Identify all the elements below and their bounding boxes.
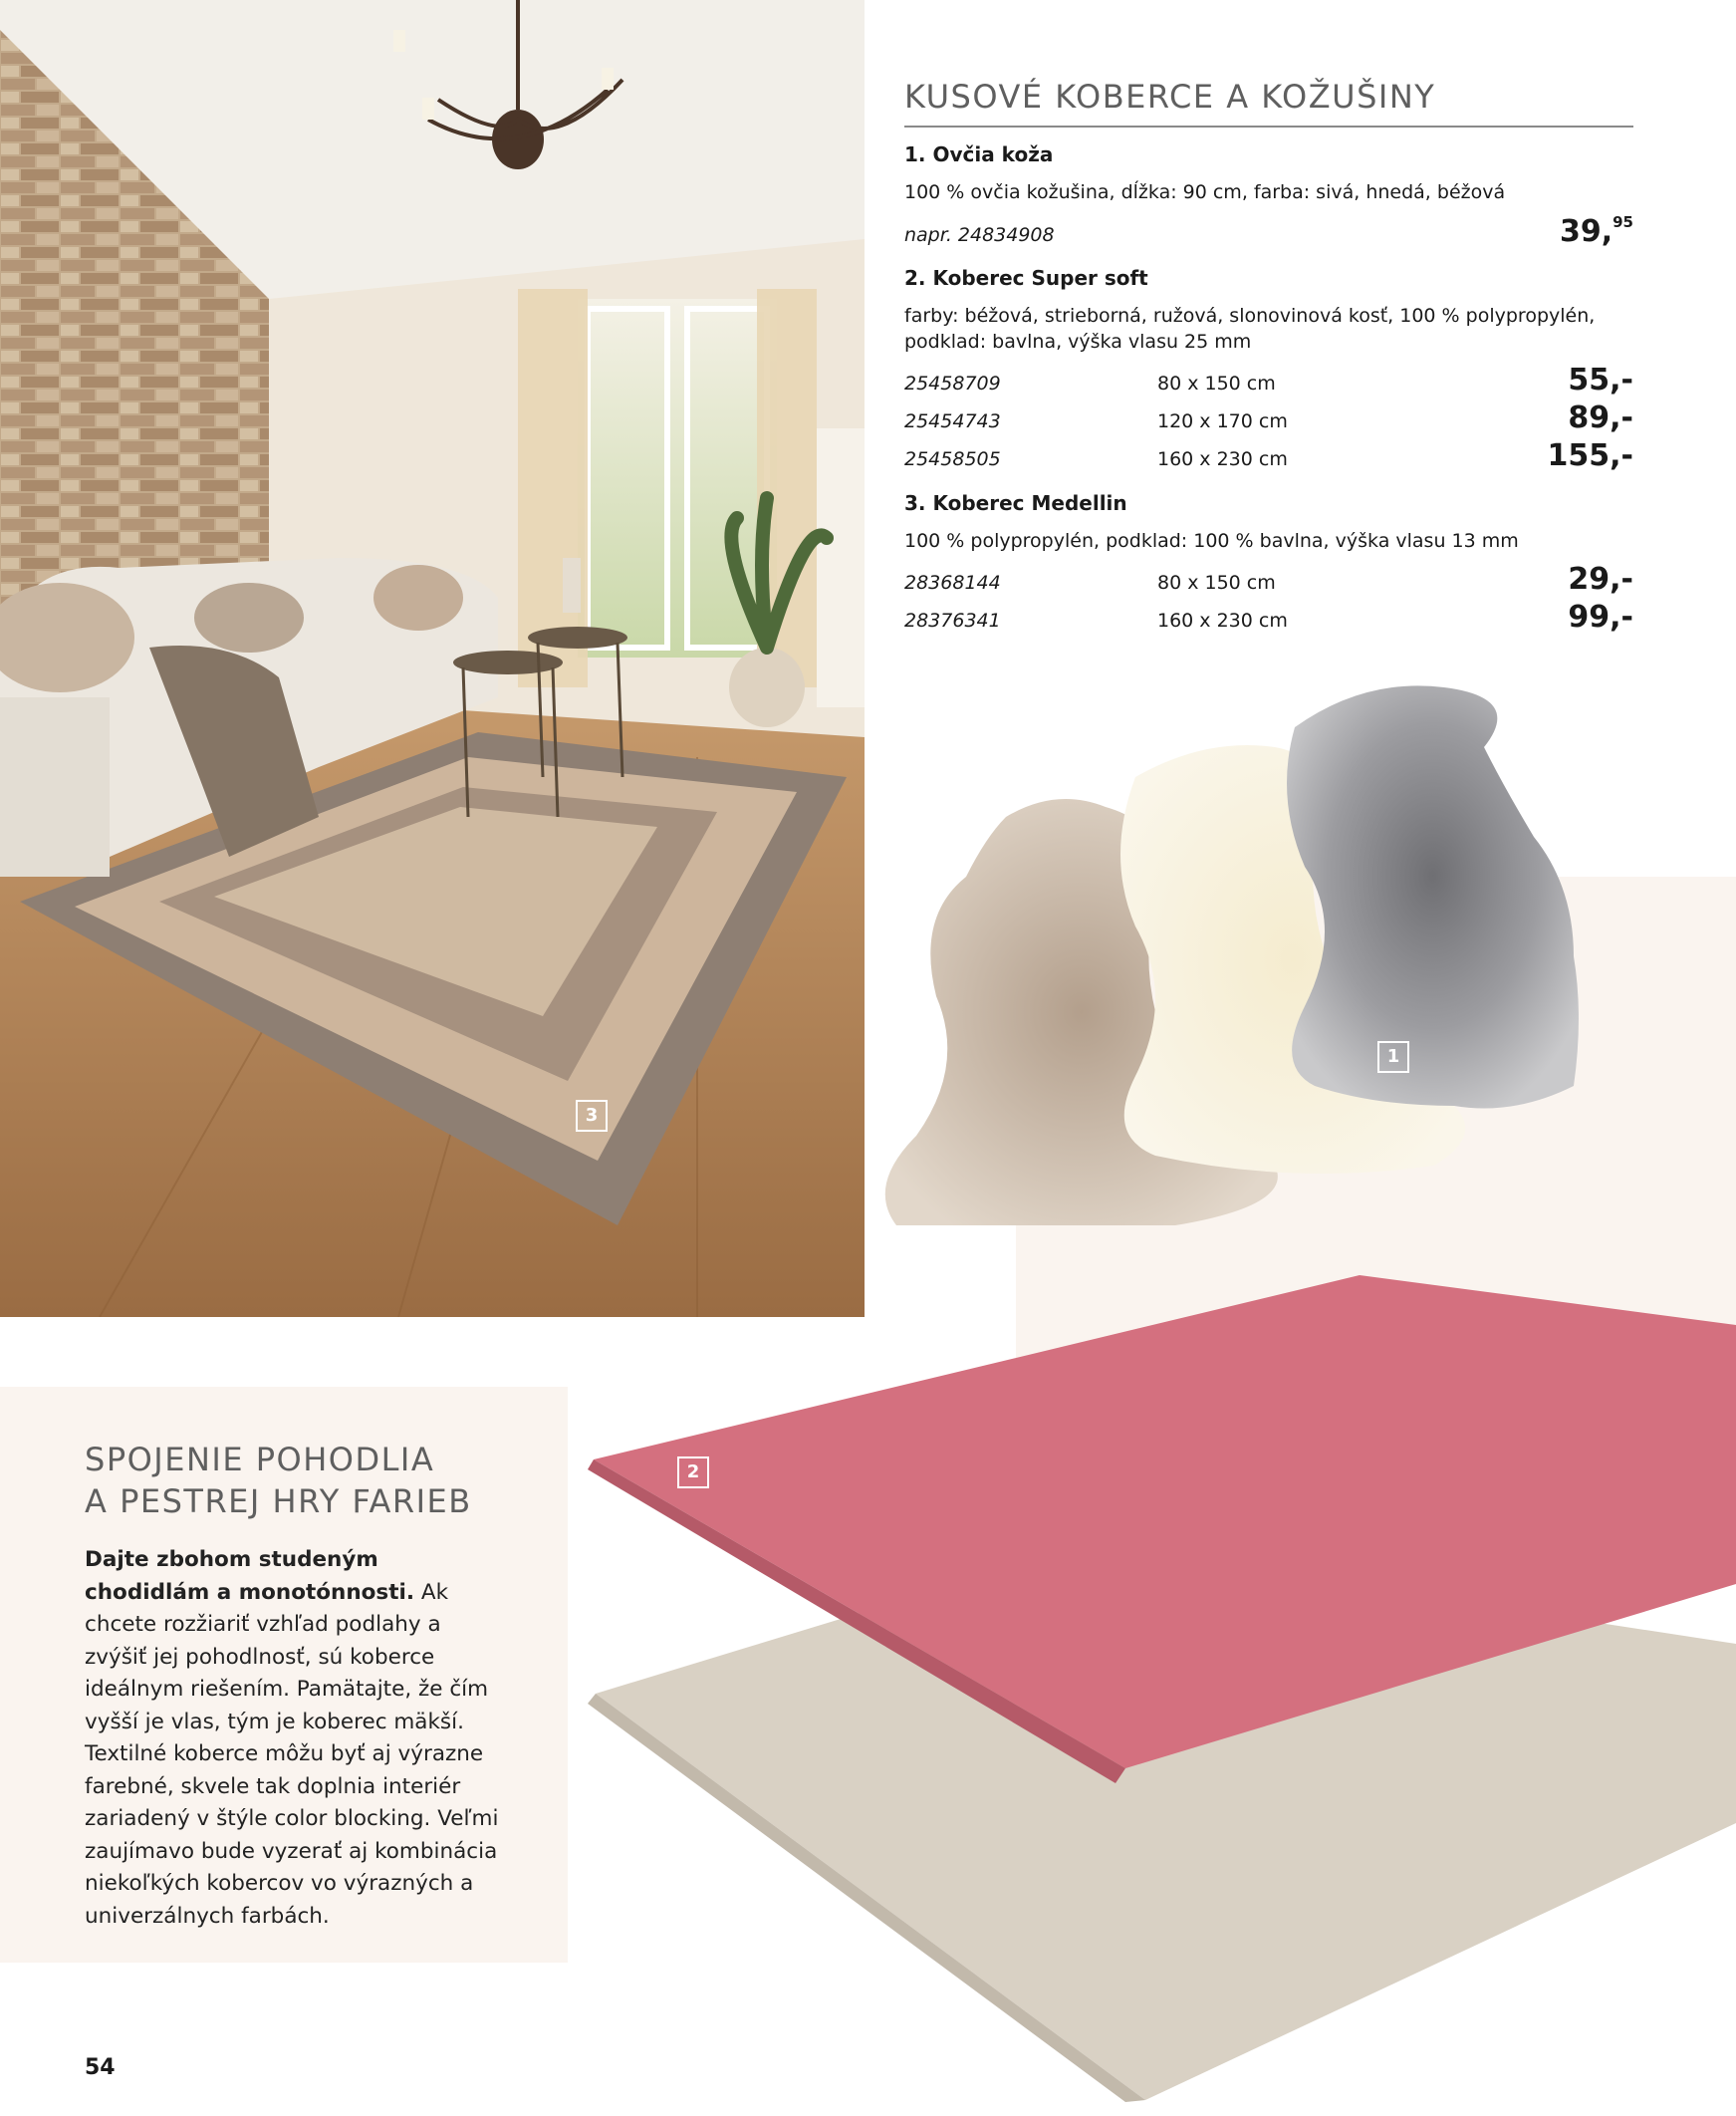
product-price: 29,-: [1568, 562, 1633, 597]
product-title: 3. Koberec Medellin: [904, 491, 1127, 515]
product-title: 1. Ovčia koža: [904, 142, 1054, 166]
textbox-title-line1: SPOJENIE POHODLIA: [85, 1441, 435, 1478]
product-sheepskin: [904, 141, 1633, 251]
product-code: 28368144: [904, 572, 1001, 594]
page-number: 54: [85, 2055, 116, 2080]
rug-number-badge: 3: [576, 1100, 608, 1132]
product-medellin: [904, 490, 1633, 638]
pink-rug-number-badge: 2: [677, 1456, 709, 1488]
product-description: farby: béžová, strieborná, ružová, slonovinová kosť, 100 % polypropylén, podklad: bavlna, výška vlasu 25 mm: [904, 305, 1596, 353]
product-code: 25454743: [904, 410, 1001, 432]
price-row: [904, 600, 1633, 638]
price-row: [904, 562, 1633, 600]
textbox-lead: Dajte zbohom studeným chodidlám a monotónnosti.: [85, 1547, 415, 1605]
product-description: 100 % polypropylén, podklad: 100 % bavlna, výška vlasu 13 mm: [904, 530, 1519, 552]
product-super-soft: [904, 265, 1633, 476]
price-row: [904, 363, 1633, 400]
price-row: [904, 438, 1633, 476]
product-code: 25458709: [904, 373, 1001, 395]
price-row: [904, 400, 1633, 438]
textbox-text: Ak chcete rozžiariť vzhľad podlahy a zvýšiť jej pohodlnosť, sú koberce ideálnym riešením. Pamätajte, že čím vyšší je vlas, tým je koberec mäkší. Textilné koberce môžu byť aj výrazne farebné, skvele tak doplnia interiér zariadený v štýle color blocking. Veľmi zaujímavo bude vyzerať aj kombinácia niekoľkých kobercov vo výrazných a univerzálnych farbách.: [85, 1579, 499, 1929]
textbox-title-line2: A PESTREJ HRY FARIEB: [85, 1482, 472, 1520]
product-price: 89,-: [1568, 400, 1633, 435]
product-code: napr. 24834908: [904, 224, 1055, 246]
product-price: 39,95: [1559, 213, 1633, 249]
textbox-body: [85, 1544, 503, 1933]
price-cents: 95: [1612, 213, 1633, 231]
product-size: 80 x 150 cm: [1157, 373, 1276, 395]
product-size: 120 x 170 cm: [1157, 410, 1288, 432]
product-size: 160 x 230 cm: [1157, 610, 1288, 632]
section-title: KUSOVÉ KOBERCE A KOŽUŠINY: [904, 78, 1633, 128]
product-price: 155,-: [1547, 438, 1633, 473]
textbox-title: [85, 1439, 472, 1522]
product-info: [904, 78, 1633, 652]
product-description: 100 % ovčia kožušina, dĺžka: 90 cm, farba: sivá, hnedá, béžová: [904, 181, 1506, 203]
product-title: 2. Koberec Super soft: [904, 266, 1148, 290]
product-size: 160 x 230 cm: [1157, 448, 1288, 470]
product-code: 28376341: [904, 610, 1001, 632]
sheepskins-photo: [876, 667, 1703, 1265]
product-price: 55,-: [1568, 363, 1633, 397]
living-room-photo: [0, 0, 865, 1317]
price-row: [904, 213, 1633, 251]
sheepskin-number-badge: 1: [1377, 1041, 1409, 1073]
rugs-photo: [588, 1265, 1736, 2102]
info-textbox: [0, 1387, 568, 1963]
product-size: 80 x 150 cm: [1157, 572, 1276, 594]
product-code: 25458505: [904, 448, 1001, 470]
product-price: 99,-: [1568, 600, 1633, 635]
